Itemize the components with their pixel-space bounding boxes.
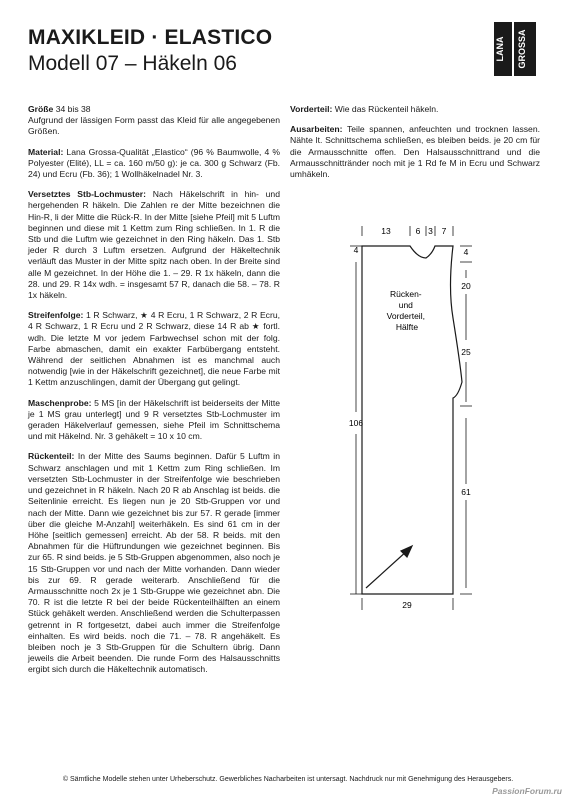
logo-text-lana: LANA (495, 36, 505, 62)
section-text: Wie das Rückenteil häkeln. (332, 104, 439, 114)
section-text: 5 MS [in der Häkelschrift ist beiderseits der Mitte je 1 MS grau unterlegt] und 9 R versetztes Stb-Lochmuster im geraden Häkelverlauf gemessen, siehe Pfeil im Schnittschema und mit Häkelnd. Nr. 3 gehäkelt = 10 x 10 cm. (28, 397, 280, 442)
section-paragraph (28, 451, 280, 675)
section-label: Größe (28, 104, 54, 114)
right-column (290, 104, 540, 189)
bottom-measure: 29 (402, 600, 412, 610)
gauge-arrow (366, 546, 412, 588)
section-label: Vorderteil: (290, 104, 333, 114)
right-measure-4: 4 (463, 247, 469, 257)
top-measure-3: 3 (428, 226, 433, 236)
right-measure-25: 25 (461, 347, 471, 357)
section-paragraph (290, 124, 540, 180)
section-label: Versetztes Stb-Lochmuster: (28, 189, 147, 200)
logo-text-grossa: GROSSA (517, 29, 527, 69)
section-paragraph (28, 398, 280, 443)
lana-grossa-logo (492, 20, 538, 78)
section-text: Teile spannen, anfeuchten und trocknen lassen. Nähte lt. Schnittschema schließen, es bleiben beids. je 20 cm für die Armausschnitte offen. Den Halsausschnittrand und die Armausschnittränder noch mit je 1 Rd fe M in Ecru und Schwarz umhäkeln. (290, 124, 540, 180)
right-dimension-line (460, 246, 472, 594)
section-label: Rückenteil: (28, 451, 75, 462)
section-paragraph (28, 189, 280, 301)
right-measure-20: 20 (461, 281, 471, 291)
section-text: 34 bis 38 Aufgrund der lässigen Form passt das Kleid für alle angegebenen Größen. (28, 104, 280, 137)
top-measure-13: 13 (381, 226, 391, 236)
section-text: Lana Grossa-Qualität „Elastico“ (96 % Baumwolle, 4 % Polyester (Elité), LL = ca. 160 m/50 g): je ca. 300 g Schwarz (Fb. 24) und Ecru (Fb. 36); 1 Wollhäkelnadel Nr. 3. (28, 146, 280, 180)
piece-label-line-3: Vorderteil, (386, 311, 425, 321)
left-top-measure: 4 (353, 245, 359, 255)
piece-label-line-4: Hälfte (395, 322, 419, 332)
section-paragraph (28, 147, 280, 181)
section-paragraph (28, 104, 280, 138)
top-measure-6: 6 (415, 226, 421, 236)
section-label: Maschenprobe: (28, 397, 92, 408)
top-dimensions (362, 226, 453, 236)
section-text: 1 R Schwarz, ★ 4 R Ecru, 1 R Schwarz, 2 R Ecru, 4 R Schwarz, 1 R Ecru und 2 R Schwarz, diese 14 R ab ★ fortl. wdh. Die letzte M vor jedem Farbwechsel schon mit der folg. Farbe abmaschen, damit ein exakter Farbübergang entsteht. Während der seitlichen Abnahmen ist es manchmal auch notwendig [wie in der Häkelschrift gezeichnet], die neue Farbe mit 1 Kettm anzuschlingen, damit der Übergang gut gelingt. (28, 310, 280, 388)
piece-label-line-2: und (398, 300, 413, 310)
piece-label (387, 289, 428, 332)
right-measure-61: 61 (461, 487, 471, 497)
section-label: Ausarbeiten: (290, 124, 343, 135)
top-measure-7: 7 (441, 226, 447, 236)
section-text: In der Mitte des Saums beginnen. Dafür 5 Luftm in Schwarz anschlagen und mit 1 Kettm zum Ring schließen. Im versetzten Stb-Lochmuster in der Streifenfolge wie beschrieben und gezeichnet in R häkeln. Nach 20 R ab Anschlag ist beids. die Seitenlinie erreicht. Es liegen nun je 20 Stb-Gruppen vor und nach der Mitte. Dann wie gezeichnet bis zur 57. R gerade [immer über die gleiche M-Anzahl] weiterhäkeln. Es sind 61 cm in der Höhe [seitlich gemessen] erreicht. Ab der 58. R beids. mit den Abnahmen für die Hüftrundungen wie gezeichnet beginnen. Bis zur 65. R sind beids. je 5 Stb-Gruppen abgenommen, also noch je 15 Stb-Gruppen vor und nach der Mitte vorhanden. Dann wieder bis zur 69. R gerade weiterarb. Anschließend für die Armausschnitte noch 2x je 1 Stb-Gruppe wie gezeichnet abn. Die 70. R ist die letzte R bei der beide Rückenteilhälften an einem Stück gehäkelt werden. Anschließend werden die Schulterpassen getrennt in R fortgesetzt, dabei auch immer die Streifenfolge einhalten. Es wird beids. noch die 71. – 78. R angehäkelt. Es bleiben noch je 3 Stb-Gruppen für die Schultern übrig. Dann jeweils die Arbeit beenden. Die runde Form des Halsausschnitts ergibt sich durch die Häkeltechnik automatisch. (28, 451, 280, 675)
section-paragraph (290, 104, 540, 115)
page-subtitle: Modell 07 – Häkeln 06 (28, 52, 237, 75)
section-label: Streifenfolge: (28, 310, 84, 321)
section-text: Nach Häkelschrift in hin- und hergehenden R häkeln. Die Zahlen re der Mitte bezeichnen die Hin-R, li der Mitte die Rück-R. In der Mitte [siehe Pfeil] mit 5 Luftm beginnen und diese mit 1 Kettm zum Ring schließen. In 1. R die Stb und die Luftm wie gezeichnet in den Ring häkeln. Das 1. Stb jeder R durch 3 Luftm ersetzen. Aufgrund der Häkeltechnik verläuft das Muster in der Mitte spitz nach oben. In der Breite sind alle M gezeichnet. In der Höhe die 1. – 29. R 1x häkeln, dann die 28. und 29. R 14x wdh. = insgesamt 57 R, danach die 58. – 78. R 1x häkeln. (28, 189, 280, 301)
piece-label-line-1: Rücken- (389, 289, 422, 299)
copyright-footer: © Sämtliche Modelle stehen unter Urheberschutz. Gewerbliches Nacharbeiten ist untersagt. Nachdruck nur mit Genehmigung des Herausgebers. (62, 776, 514, 783)
page-title: MAXIKLEID · ELASTICO (28, 26, 273, 49)
left-measure: 106 (348, 418, 364, 428)
pattern-schematic (290, 222, 550, 622)
section-label: Material: (28, 146, 64, 157)
section-paragraph (28, 310, 280, 388)
left-column (28, 104, 280, 685)
watermark-text: PassionForum.ru (492, 786, 562, 796)
